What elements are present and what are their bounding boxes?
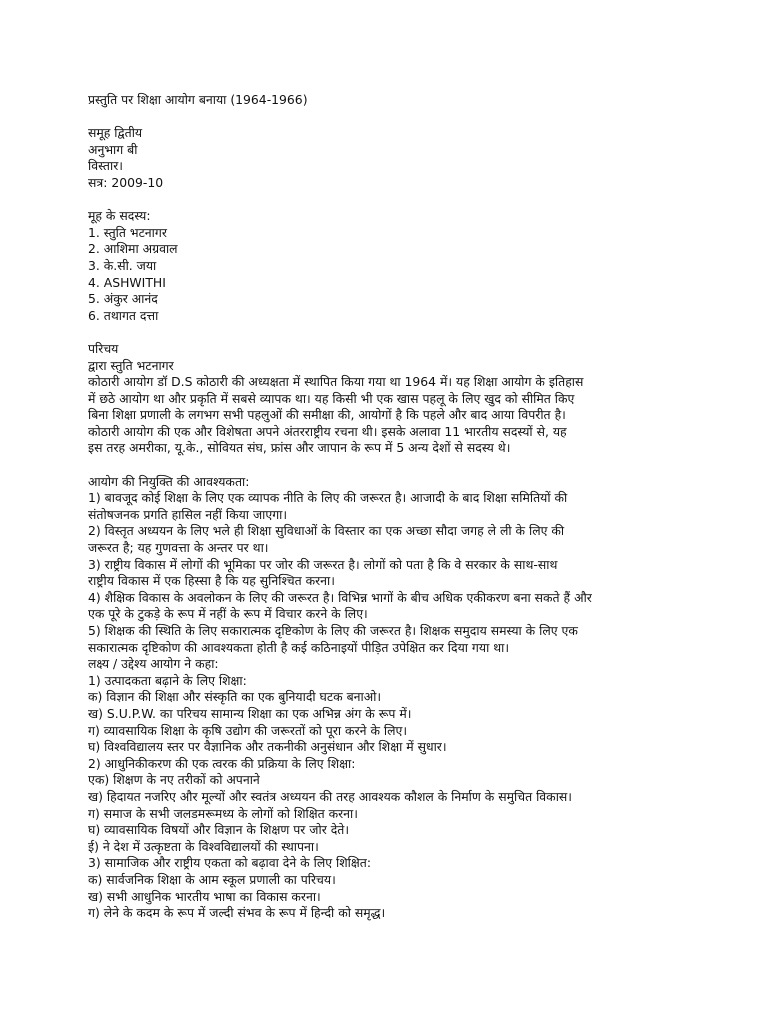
body-line: 4) शैक्षिक विकास के अवलोकन के लिए की जरूरत है। विभिन्न भागों के बीच अधिक एकीकरण बना सकते हैं और [88,589,592,605]
body-line: ख) S.U.P.W. का परिचय सामान्य शिक्षा का एक अभिन्न अंग के रूप में। [88,705,412,721]
body-line: एक) शिक्षण के नए तरीकों को अपनाने [88,772,260,788]
members-heading: मूह के सदस्य: [88,208,151,224]
body-line: घ) विश्वविद्यालय स्तर पर वैज्ञानिक और तकनीकी अनुसंधान और शिक्षा में सुधार। [88,739,447,755]
member-item: 5. अंकुर आनंद [88,291,158,307]
group-info-line: सत्र: 2009-10 [88,174,164,190]
body-line: 3) सामाजिक और राष्ट्रीय एकता को बढ़ावा देने के लिए शिक्षित: [88,855,372,871]
intro-paragraph-line: इस तरह अमरीका, यू.के., सोवियत संघ, फ्रांस और जापान के रूप में 5 अन्य देशों से सदस्य थे। [88,440,511,456]
body-line: ग) व्यावसायिक शिक्षा के कृषि उद्योग की जरूरतों को पूरा करने के लिए। [88,722,408,738]
document-page [88,92,678,922]
body-line: जरूरत है; यह गुणवत्ता के अन्तर पर था। [88,540,269,556]
spacer [88,109,678,126]
body-line: क) सार्वजनिक शिक्षा के आम स्कूल प्रणाली का परिचय। [88,871,336,887]
member-item: 3. के.सी. जया [88,257,157,273]
body-block [88,474,678,922]
section-heading: आयोग की नियुक्ति की आवश्यकता: [88,473,250,489]
intro-author: द्वारा स्तुति भटनागर [88,357,174,373]
member-item: 6. तथागत दत्ता [88,307,159,323]
intro-paragraph-line: बिना शिक्षा प्रणाली के लगभग सभी पहलुओं की समीक्षा की, आयोगों है कि पहले और बाद आया विपरीत है। [88,407,566,423]
intro-paragraph-line: कोठारी आयोग डॉ D.S कोठारी की अध्यक्षता में स्थापित किया गया था 1964 में। यह शिक्षा आयोग के इतिहास [88,374,584,390]
body-line: ई) ने देश में उत्कृष्टता के विश्वविद्यालयों की स्थापना। [88,838,319,854]
body-line: ख) सभी आधुनिक भारतीय भाषा का विकास करना। [88,888,321,904]
body-line: घ) व्यावसायिक विषयों और विज्ञान के शिक्षण पर जोर देते। [88,822,350,838]
body-line: संतोषजनक प्रगति हासिल नहीं किया जाएगा। [88,506,288,522]
member-item: 1. स्तुति भटनागर [88,224,167,240]
body-line: राष्ट्रीय विकास में एक हिस्सा है कि यह सुनिश्चित करना। [88,573,335,589]
body-line: 3) राष्ट्रीय विकास में लोगों की भूमिका पर जोर की जरूरत है। लोगों को पता है कि वे सरकार के साथ-साथ [88,556,558,572]
body-line: सकारात्मक दृष्टिकोण की आवश्यकता होती है कई कठिनाइयों पीड़ित उपेक्षित कर दिया गया था। [88,639,510,655]
body-line: एक पूरे के टुकड़े के रूप में नहीं के रूप में विचार करने के लिए। [88,606,368,622]
body-line: 1) उत्पादकता बढ़ाने के लिए शिक्षा: [88,672,247,688]
group-info-line: विस्तार। [88,158,123,174]
section-heading: लक्ष्य / उद्देश्य आयोग ने कहा: [88,656,219,672]
body-line: 1) बावजूद कोई शिक्षा के लिए एक व्यापक नीति के लिए की जरूरत है। आजादी के बाद शिक्षा समितियों की [88,490,568,506]
spacer [88,192,678,209]
intro-block [88,341,678,457]
group-info-line: अनुभाग बी [88,141,138,157]
body-line: ग) समाज के सभी जलडमरूमध्य के लोगों को शिक्षित करना। [88,805,358,821]
member-item: 2. आशिमा अग्रवाल [88,241,178,257]
body-line: 2) विस्तृत अध्ययन के लिए भले ही शिक्षा सुविधाओं के विस्तार का एक अच्छा सौदा जगह ले ली के लिए की [88,523,565,539]
spacer [88,324,678,341]
document-title: प्रस्तुति पर शिक्षा आयोग बनाया (1964-1966) [88,92,308,107]
body-line: 2) आधुनिकीकरण की एक त्वरक की प्रक्रिया के लिए शिक्षा: [88,755,356,771]
body-line: ग) लेने के कदम के रूप में जल्दी संभव के रूप में हिन्दी को समृद्ध। [88,905,386,921]
spacer [88,457,678,474]
body-line: 5) शिक्षक की स्थिति के लिए सकारात्मक दृष्टिकोण के लिए की जरूरत है। शिक्षक समुदाय समस्या के लिए एक [88,623,578,638]
members-block [88,208,678,324]
intro-paragraph-line: कोठारी आयोग की एक और विशेषता अपने अंतरराष्ट्रीय रचना थी। इसके अलावा 11 भारतीय सदस्यों से, यह [88,423,567,439]
intro-paragraph-line: में छठे आयोग था और प्रकृति में सबसे व्यापक था। यह किसी भी एक खास पहलू के लिए खुद को सीमित किए [88,390,575,406]
body-line: ख) हिदायत नजरिए और मूल्यों और स्वतंत्र अध्ययन की तरह आवश्यक कौशल के निर्माण के समुचित विकास। [88,788,572,804]
intro-heading: परिचय [88,340,119,356]
group-info-line: समूह द्वितीय [88,125,143,141]
group-info-block [88,125,678,191]
member-item: 4. ASHWITHI [88,274,166,290]
body-line: क) विज्ञान की शिक्षा और संस्कृति का एक बुनियादी घटक बनाओ। [88,689,382,705]
